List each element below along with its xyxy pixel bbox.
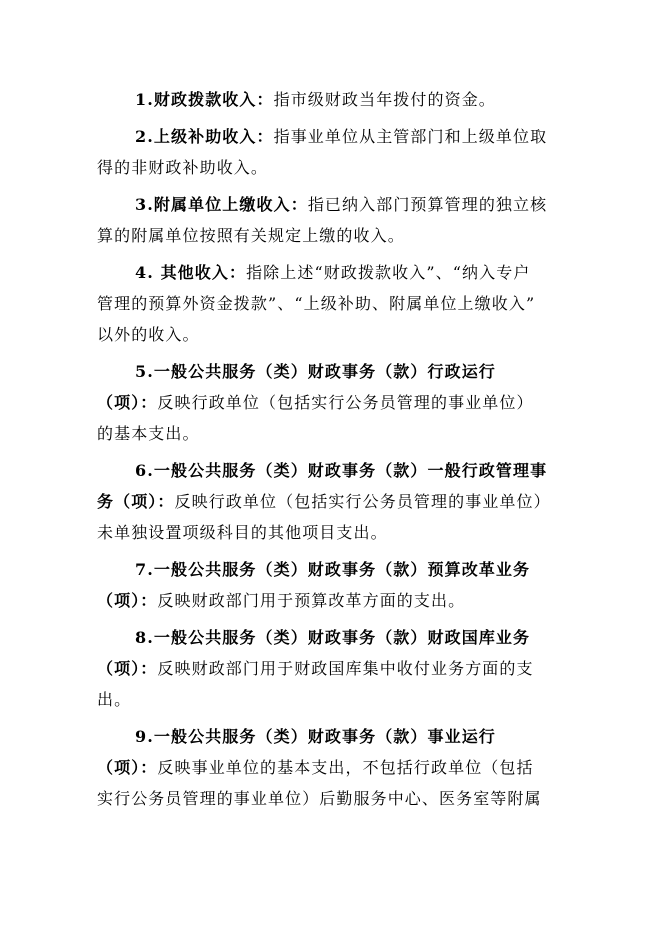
term-label: 8.一般公共服务（类）财政事务（款）财政国库业务	[135, 628, 531, 647]
paragraph-line	[97, 121, 569, 152]
paragraph-line	[97, 319, 569, 350]
term-label: 3.附属单位上缴收入：	[135, 195, 308, 214]
paragraph-line	[97, 455, 569, 486]
paragraph-line	[97, 220, 569, 251]
term-label: 9.一般公共服务（类）财政事务（款）事业运行	[135, 727, 496, 746]
definition-text: 以外的收入。	[97, 325, 200, 344]
term-label: 务（项）：	[97, 492, 175, 511]
paragraph-line	[97, 387, 569, 418]
definition-text: 出。	[97, 690, 132, 709]
paragraph-line	[97, 585, 569, 616]
definition-text: 实行公务员管理的事业单位）后勤服务中心、医务室等附属	[97, 789, 542, 808]
paragraph-line	[97, 189, 569, 220]
paragraph-4	[97, 257, 569, 350]
paragraph-line	[97, 418, 569, 449]
paragraph-line	[97, 517, 569, 548]
definition-text: 的基本支出。	[97, 424, 200, 443]
term-label: 1.财政拨款收入：	[135, 90, 274, 109]
document-body	[97, 84, 569, 820]
term-label: 7.一般公共服务（类）财政事务（款）预算改革业务	[135, 560, 531, 579]
definition-text: 指除上述“财政拨款收入”、“纳入专户	[246, 263, 531, 282]
paragraph-line	[97, 783, 569, 814]
paragraph-1	[97, 84, 569, 115]
paragraph-line	[97, 752, 569, 783]
paragraph-7	[97, 554, 569, 616]
term-label: （项）：	[97, 591, 158, 610]
paragraph-line	[97, 356, 569, 387]
definition-text: 指已纳入部门预算管理的独立核	[307, 195, 548, 214]
term-label: 6.一般公共服务（类）财政事务（款）一般行政管理事	[135, 461, 548, 480]
term-label: 5.一般公共服务（类）财政事务（款）行政运行	[135, 362, 496, 381]
paragraph-line	[97, 84, 569, 115]
paragraph-line	[97, 257, 569, 288]
definition-text: 管理的预算外资金拨款”、“上级补助、附属单位上缴收入”	[97, 294, 536, 313]
paragraph-2	[97, 121, 569, 183]
paragraph-6	[97, 455, 569, 548]
definition-text: 未单独设置项级科目的其他项目支出。	[97, 523, 388, 542]
definition-text: 指事业单位从主管部门和上级单位取	[273, 127, 548, 146]
definition-text: 反映行政单位（包括实行公务员管理的事业单位）	[157, 393, 534, 412]
paragraph-line	[97, 622, 569, 653]
paragraph-line	[97, 653, 569, 684]
paragraph-line	[97, 684, 569, 715]
paragraph-5	[97, 356, 569, 449]
paragraph-line	[97, 486, 569, 517]
definition-text: 反映行政单位（包括实行公务员管理的事业单位）	[174, 492, 551, 511]
term-label: （项）：	[97, 659, 158, 678]
definition-text: 指市级财政当年拨付的资金。	[273, 90, 496, 109]
paragraph-3	[97, 189, 569, 251]
paragraph-9	[97, 721, 569, 814]
paragraph-line	[97, 554, 569, 585]
definition-text: 反映财政部门用于预算改革方面的支出。	[157, 591, 466, 610]
definition-text: 反映事业单位的基本支出，不包括行政单位（包括	[157, 758, 534, 777]
definition-text: 反映财政部门用于财政国库集中收付业务方面的支	[157, 659, 534, 678]
definition-text: 算的附属单位按照有关规定上缴的收入。	[97, 226, 405, 245]
definition-text: 得的非财政补助收入。	[97, 158, 269, 177]
term-label: （项）：	[97, 393, 158, 412]
paragraph-line	[97, 288, 569, 319]
paragraph-8	[97, 622, 569, 715]
term-label: （项）：	[97, 758, 158, 777]
paragraph-line	[97, 152, 569, 183]
term-label: 4. 其他收入：	[135, 263, 247, 282]
paragraph-line	[97, 721, 569, 752]
term-label: 2.上级补助收入：	[135, 127, 274, 146]
